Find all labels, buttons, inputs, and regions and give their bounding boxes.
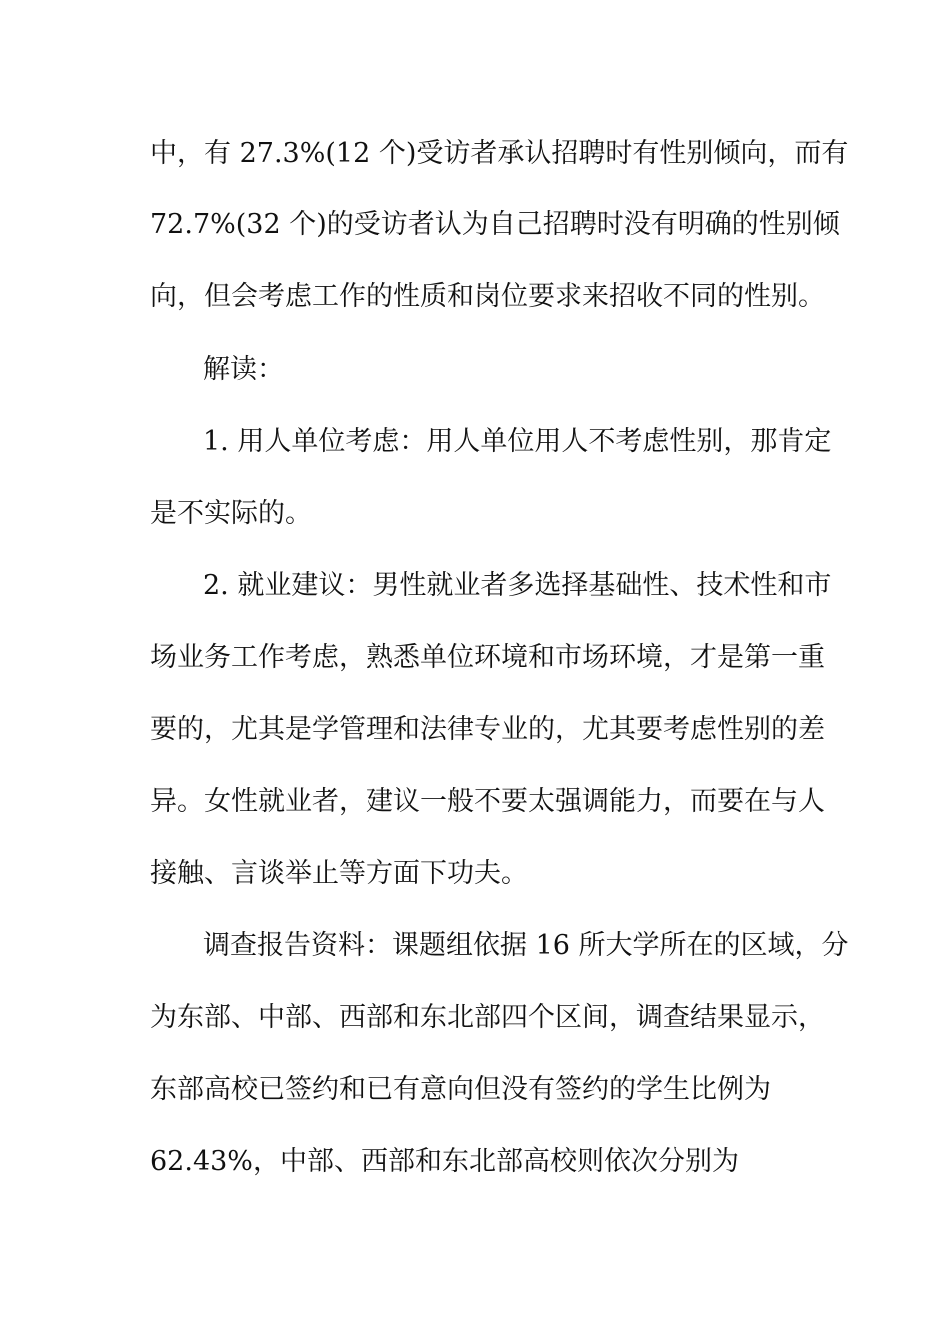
paragraph-line: 为东部、中部、西部和东北部四个区间，调查结果显示， (150, 1002, 825, 1033)
paragraph-line: 异。女性就业者，建议一般不要太强调能力，而要在与人 (150, 786, 825, 817)
paragraph-line: 向，但会考虑工作的性质和岗位要求来招收不同的性别。 (150, 281, 825, 312)
paragraph-line: 是不实际的。 (150, 498, 312, 529)
paragraph-line: 场业务工作考虑，熟悉单位环境和市场环境，才是第一重 (150, 642, 825, 673)
paragraph-start: 调查报告资料：课题组依据 16 所大学所在的区域，分 (203, 930, 849, 961)
list-item-2: 2. 就业建议：男性就业者多选择基础性、技术性和市 (203, 570, 832, 601)
list-item-1: 1. 用人单位考虑：用人单位用人不考虑性别，那肯定 (203, 426, 832, 457)
paragraph-line: 中，有 27.3%(12 个)受访者承认招聘时有性别倾向，而有 (150, 138, 849, 169)
section-heading: 解读： (203, 354, 284, 385)
paragraph-line: 东部高校已签约和已有意向但没有签约的学生比例为 (150, 1074, 771, 1105)
paragraph-line: 接触、言谈举止等方面下功夫。 (150, 858, 528, 889)
paragraph-line: 62.43%，中部、西部和东北部高校则依次分别为 (150, 1146, 739, 1177)
paragraph-line: 要的，尤其是学管理和法律专业的，尤其要考虑性别的差 (150, 714, 825, 745)
paragraph-line: 72.7%(32 个)的受访者认为自己招聘时没有明确的性别倾 (150, 209, 840, 240)
